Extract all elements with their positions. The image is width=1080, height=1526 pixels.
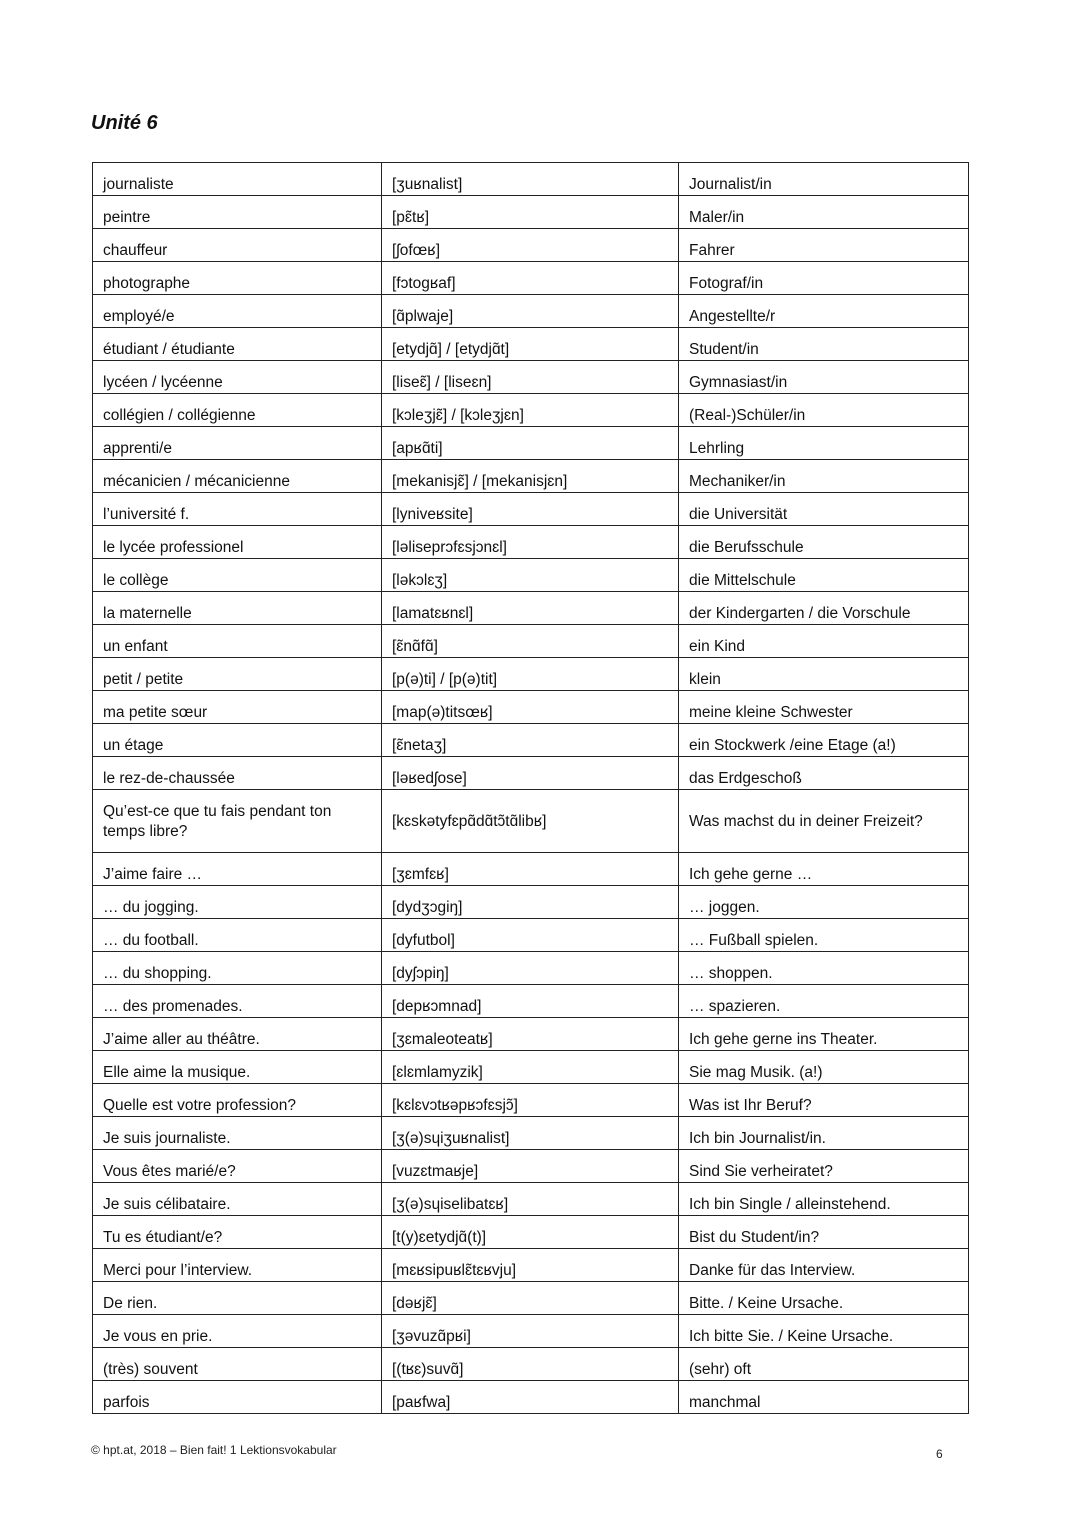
- german-translation: Ich gehe gerne …: [679, 853, 969, 886]
- pronunciation: [ʃofœʁ]: [382, 229, 679, 262]
- french-term: l’université f.: [93, 493, 382, 526]
- pronunciation: [t(y)ɛetydjɑ̃(t)]: [382, 1216, 679, 1249]
- pronunciation: [dyʃɔpiŋ]: [382, 952, 679, 985]
- pronunciation: [p(ə)ti] / [p(ə)tit]: [382, 658, 679, 691]
- german-translation: die Berufsschule: [679, 526, 969, 559]
- table-row: [93, 1282, 969, 1315]
- german-translation: ein Kind: [679, 625, 969, 658]
- table-row: [93, 394, 969, 427]
- french-term: le collège: [93, 559, 382, 592]
- german-translation: meine kleine Schwester: [679, 691, 969, 724]
- french-term: petit / petite: [93, 658, 382, 691]
- table-row: [93, 658, 969, 691]
- german-translation: Mechaniker/in: [679, 460, 969, 493]
- french-term: J’aime aller au théâtre.: [93, 1018, 382, 1051]
- german-translation: Maler/in: [679, 196, 969, 229]
- french-term: Vous êtes marié/e?: [93, 1150, 382, 1183]
- french-term: peintre: [93, 196, 382, 229]
- table-row: [93, 1183, 969, 1216]
- german-translation: (sehr) oft: [679, 1348, 969, 1381]
- german-translation: Fahrer: [679, 229, 969, 262]
- french-term: … du shopping.: [93, 952, 382, 985]
- table-row: [93, 952, 969, 985]
- pronunciation: [ʒɛmaleoteatʁ]: [382, 1018, 679, 1051]
- german-translation: Bist du Student/in?: [679, 1216, 969, 1249]
- french-term: employé/e: [93, 295, 382, 328]
- french-term: chauffeur: [93, 229, 382, 262]
- pronunciation: [apʁɑ̃ti]: [382, 427, 679, 460]
- pronunciation: [ɛlɛmlamyzik]: [382, 1051, 679, 1084]
- french-term: … des promenades.: [93, 985, 382, 1018]
- german-translation: Student/in: [679, 328, 969, 361]
- french-term: mécanicien / mécanicienne: [93, 460, 382, 493]
- pronunciation: [kɔleʒjɛ̃] / [kɔleʒjɛn]: [382, 394, 679, 427]
- german-translation: … shoppen.: [679, 952, 969, 985]
- german-translation: Was machst du in deiner Freizeit?: [679, 790, 969, 853]
- german-translation: Fotograf/in: [679, 262, 969, 295]
- pronunciation: [ʒəvuzɑ̃pʁi]: [382, 1315, 679, 1348]
- french-term: Je suis journaliste.: [93, 1117, 382, 1150]
- german-translation: Was ist Ihr Beruf?: [679, 1084, 969, 1117]
- vocabulary-table: [92, 162, 969, 1414]
- pronunciation: [map(ə)titsœʁ]: [382, 691, 679, 724]
- table-row: [93, 328, 969, 361]
- pronunciation: [dydʒɔgiŋ]: [382, 886, 679, 919]
- table-row: [93, 757, 969, 790]
- german-translation: (Real-)Schüler/in: [679, 394, 969, 427]
- german-translation: Lehrling: [679, 427, 969, 460]
- table-row: [93, 1216, 969, 1249]
- table-row: [93, 295, 969, 328]
- french-term: étudiant / étudiante: [93, 328, 382, 361]
- vocabulary-table-body: [93, 163, 969, 1414]
- table-row: [93, 724, 969, 757]
- french-term: Je suis célibataire.: [93, 1183, 382, 1216]
- pronunciation: [vuzɛtmaʁje]: [382, 1150, 679, 1183]
- german-translation: die Mittelschule: [679, 559, 969, 592]
- pronunciation: [kɛskətyfɛpɑ̃dɑ̃tɔ̃tɑ̃libʁ]: [382, 790, 679, 853]
- pronunciation: [ləkɔlɛʒ]: [382, 559, 679, 592]
- german-translation: … joggen.: [679, 886, 969, 919]
- french-term: apprenti/e: [93, 427, 382, 460]
- table-row: [93, 229, 969, 262]
- table-row: [93, 1348, 969, 1381]
- french-term: (très) souvent: [93, 1348, 382, 1381]
- german-translation: Angestellte/r: [679, 295, 969, 328]
- table-row: [93, 1117, 969, 1150]
- german-translation: … spazieren.: [679, 985, 969, 1018]
- pronunciation: [(tʁɛ)suvɑ̃]: [382, 1348, 679, 1381]
- table-row: [93, 493, 969, 526]
- french-term: un enfant: [93, 625, 382, 658]
- pronunciation: [ʒ(ə)sɥiselibatɛʁ]: [382, 1183, 679, 1216]
- page-title: Unité 6: [91, 112, 158, 134]
- pronunciation: [etydjɑ̃] / [etydjɑ̃t]: [382, 328, 679, 361]
- german-translation: Bitte. / Keine Ursache.: [679, 1282, 969, 1315]
- german-translation: manchmal: [679, 1381, 969, 1414]
- table-row: [93, 559, 969, 592]
- french-term: J’aime faire …: [93, 853, 382, 886]
- table-row: [93, 625, 969, 658]
- table-row: [93, 460, 969, 493]
- pronunciation: [ləʁedʃose]: [382, 757, 679, 790]
- french-term: collégien / collégienne: [93, 394, 382, 427]
- pronunciation: [ɛ̃nɑ̃fɑ̃]: [382, 625, 679, 658]
- french-term: lycéen / lycéenne: [93, 361, 382, 394]
- copyright-footer: © hpt.at, 2018 – Bien fait! 1 Lektionsvokabular: [91, 1443, 337, 1457]
- pronunciation: [mekanisjɛ̃] / [mekanisjɛn]: [382, 460, 679, 493]
- pronunciation: [liseɛ̃] / [liseɛn]: [382, 361, 679, 394]
- table-row: [93, 886, 969, 919]
- pronunciation: [dyfutbol]: [382, 919, 679, 952]
- table-row: [93, 1381, 969, 1414]
- german-translation: … Fußball spielen.: [679, 919, 969, 952]
- table-row: [93, 853, 969, 886]
- french-term: la maternelle: [93, 592, 382, 625]
- pronunciation: [ɛ̃netaʒ]: [382, 724, 679, 757]
- pronunciation: [depʁɔmnad]: [382, 985, 679, 1018]
- french-term: Elle aime la musique.: [93, 1051, 382, 1084]
- table-row: [93, 985, 969, 1018]
- pronunciation: [paʁfwa]: [382, 1381, 679, 1414]
- french-term: … du jogging.: [93, 886, 382, 919]
- page-number: 6: [936, 1447, 943, 1461]
- table-row: [93, 427, 969, 460]
- french-term: Tu es étudiant/e?: [93, 1216, 382, 1249]
- german-translation: das Erdgeschoß: [679, 757, 969, 790]
- german-translation: ein Stockwerk /eine Etage (a!): [679, 724, 969, 757]
- table-row: [93, 1315, 969, 1348]
- german-translation: Ich bin Journalist/in.: [679, 1117, 969, 1150]
- french-term: Merci pour l’interview.: [93, 1249, 382, 1282]
- pronunciation: [fɔtogʁaf]: [382, 262, 679, 295]
- pronunciation: [ləliseprɔfɛsjɔnɛl]: [382, 526, 679, 559]
- french-term: un étage: [93, 724, 382, 757]
- french-term: photographe: [93, 262, 382, 295]
- table-row: [93, 196, 969, 229]
- table-row: [93, 1249, 969, 1282]
- table-row: [93, 1018, 969, 1051]
- pronunciation: [lamatɛʁnɛl]: [382, 592, 679, 625]
- german-translation: Ich bin Single / alleinstehend.: [679, 1183, 969, 1216]
- table-row: [93, 919, 969, 952]
- german-translation: Sind Sie verheiratet?: [679, 1150, 969, 1183]
- french-term: parfois: [93, 1381, 382, 1414]
- german-translation: der Kindergarten / die Vorschule: [679, 592, 969, 625]
- table-row: [93, 1051, 969, 1084]
- german-translation: Sie mag Musik. (a!): [679, 1051, 969, 1084]
- pronunciation: [lyniveʁsite]: [382, 493, 679, 526]
- table-row: [93, 163, 969, 196]
- pronunciation: [dəʁjɛ̃]: [382, 1282, 679, 1315]
- french-term: Qu’est-ce que tu fais pendant ton temps libre?: [93, 790, 382, 853]
- pronunciation: [ʒ(ə)sɥiʒuʁnalist]: [382, 1117, 679, 1150]
- french-term: ma petite sœur: [93, 691, 382, 724]
- table-row: [93, 262, 969, 295]
- table-row: [93, 1084, 969, 1117]
- german-translation: Ich gehe gerne ins Theater.: [679, 1018, 969, 1051]
- german-translation: Journalist/in: [679, 163, 969, 196]
- french-term: le rez-de-chaussée: [93, 757, 382, 790]
- german-translation: Gymnasiast/in: [679, 361, 969, 394]
- pronunciation: [ʒɛmfɛʁ]: [382, 853, 679, 886]
- german-translation: klein: [679, 658, 969, 691]
- pronunciation: [kɛlɛvɔtʁəpʁɔfɛsjɔ̃]: [382, 1084, 679, 1117]
- french-term: … du football.: [93, 919, 382, 952]
- german-translation: Ich bitte Sie. / Keine Ursache.: [679, 1315, 969, 1348]
- french-term: le lycée professionel: [93, 526, 382, 559]
- table-row: [93, 361, 969, 394]
- french-term: Quelle est votre profession?: [93, 1084, 382, 1117]
- pronunciation: [pɛ̃tʁ]: [382, 196, 679, 229]
- pronunciation: [mɛʁsipuʁlɛ̃tɛʁvju]: [382, 1249, 679, 1282]
- table-row: [93, 526, 969, 559]
- french-term: De rien.: [93, 1282, 382, 1315]
- table-row: [93, 592, 969, 625]
- pronunciation: [ɑ̃plwaje]: [382, 295, 679, 328]
- german-translation: die Universität: [679, 493, 969, 526]
- table-row: [93, 790, 969, 853]
- german-translation: Danke für das Interview.: [679, 1249, 969, 1282]
- pronunciation: [ʒuʁnalist]: [382, 163, 679, 196]
- table-row: [93, 1150, 969, 1183]
- french-term: Je vous en prie.: [93, 1315, 382, 1348]
- french-term: journaliste: [93, 163, 382, 196]
- table-row: [93, 691, 969, 724]
